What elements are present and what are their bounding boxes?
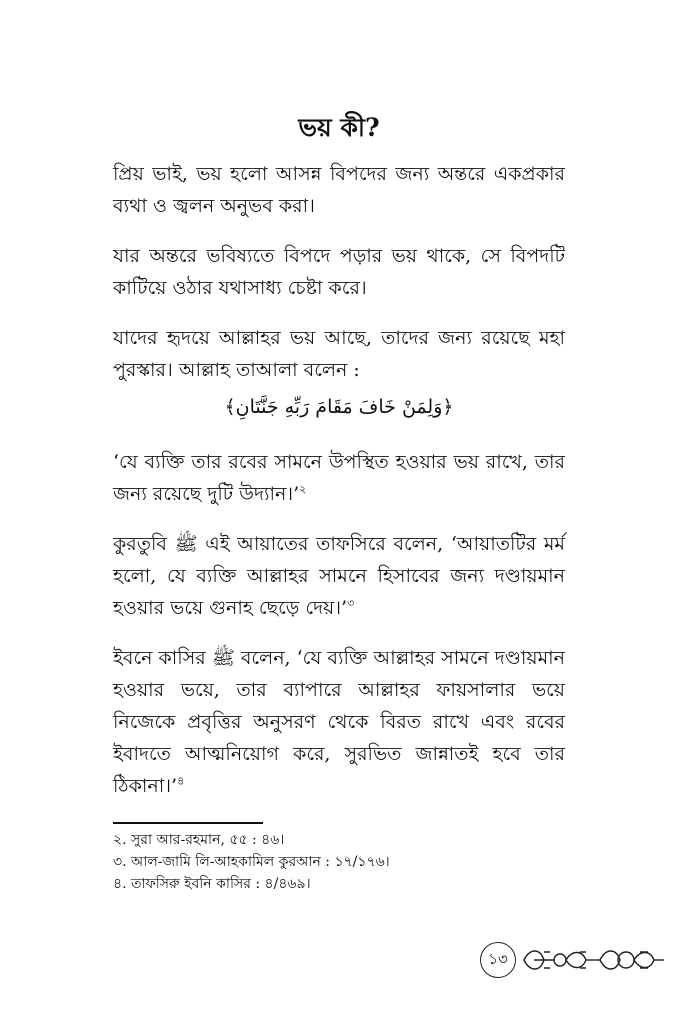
- paragraph-3: যাদের হৃদয়ে আল্লাহর ভয় আছে, তাদের জন্য রয়েছে মহা পুরস্কার। আল্লাহ তাআলা বলেন :: [113, 327, 565, 381]
- footnotes: [113, 829, 565, 895]
- paragraph-1: প্রিয় ভাই, ভয় হলো আসন্ন বিপদের জন্য অন্তরে একপ্রকার ব্যথা ও জ্বলন অনুভব করা।: [113, 163, 565, 217]
- quote-paragraph-2: [113, 528, 565, 624]
- quote-paragraph-1: [113, 446, 565, 510]
- page-number-badge: [480, 942, 516, 978]
- footnote-divider: [113, 822, 263, 824]
- decorative-ornament-icon: [520, 944, 668, 976]
- quote-text: কুরতুবি ﷺ এই আয়াতের তাফসিরে বলেন, ‘আয়াতটির মর্ম হলো, যে ব্যক্তি আল্লাহর সামনে হিসাবের জন্য দণ্ডায়মান হওয়ার ভয়ে গুনাহ ছেড়ে দেয়।’: [113, 533, 565, 619]
- footnote-item: ৩. আল-জামি লি-আহকামিল কুরআন : ১৭/১৭৬।: [113, 854, 390, 870]
- quote-text: ‘যে ব্যক্তি তার রবের সামনে উপস্থিত হওয়ার ভয় রাখে, তার জন্য রয়েছে দুটি উদ্যান।’: [113, 451, 565, 505]
- quote-paragraph-3: [113, 642, 565, 802]
- quote-text: ইবনে কাসির ﷺ বলেন, ‘যে ব্যক্তি আল্লাহর সামনে দণ্ডায়মান হওয়ার ভয়ে, তার ব্যাপারে আল্লাহর ফায়সালার ভয়ে নিজেকে প্রবৃত্তির অনুসরণ থেকে বিরত রাখে এবং রবের ইবাদতে আত্মনিয়োগ করে, সুরভিত জান্নাতই হবে তার ঠিকানা।’: [113, 647, 565, 797]
- footnote-item: ৪. তাফসিরু ইবনি কাসির : ৪/৪৬৯।: [113, 876, 311, 892]
- paragraph-2: যার অন্তরে ভবিষ্যতে বিপদে পড়ার ভয় থাকে, সে বিপদটি কাটিয়ে ওঠার যথাসাধ্য চেষ্টা করে।: [113, 245, 565, 299]
- arabic-verse: ﴿وَلِمَنْ خَافَ مَقَامَ رَبِّهِ جَنَّتَانِ﴾: [224, 396, 454, 418]
- page-title: ভয় কী?: [298, 113, 380, 142]
- footnote-item: ২. সুরা আর-রহমান, ৫৫ : ৪৬।: [113, 832, 285, 848]
- footnote-ref[interactable]: ৪: [177, 774, 185, 788]
- footnote-ref[interactable]: ৩: [347, 596, 355, 610]
- page-number: ১৩: [488, 949, 508, 968]
- footnote-ref[interactable]: ২: [299, 482, 307, 496]
